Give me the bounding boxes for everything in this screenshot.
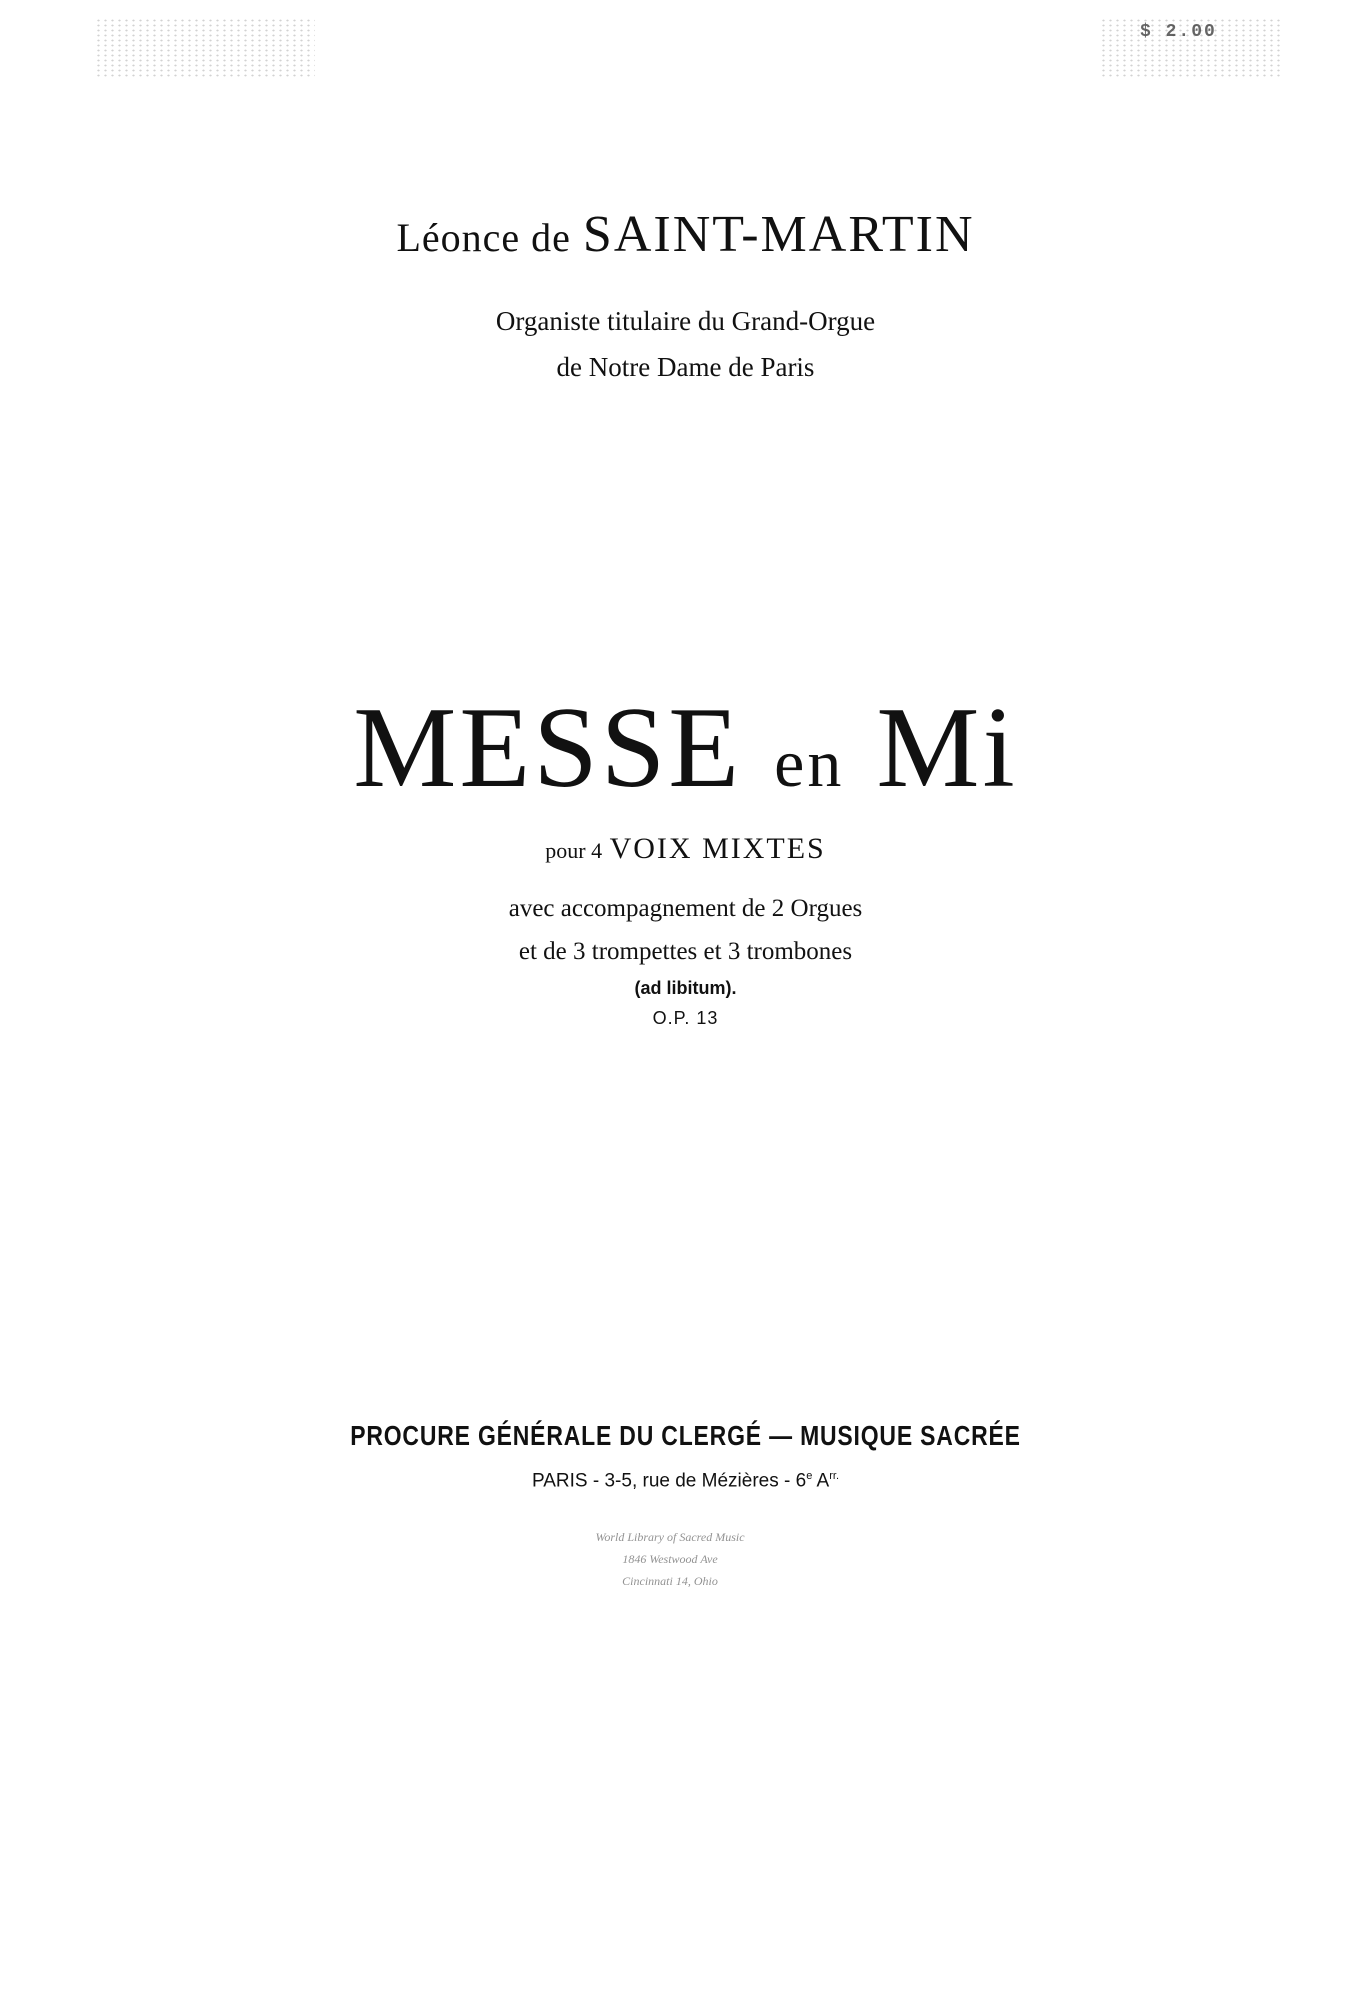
publisher-name: PROCURE GÉNÉRALE DU CLERGÉ — MUSIQUE SACRÉE (350, 1420, 1021, 1451)
composer-title-line-2: de Notre Dame de Paris (556, 352, 815, 382)
work-title-key: Mi (876, 684, 1018, 812)
dealer-stamp-line-1: World Library of Sacred Music (595, 1530, 745, 1544)
accompaniment-line-1: avec accompagnement de 2 Orgues (508, 895, 863, 922)
dealer-stamp-line-3: Cincinnati 14, Ohio (622, 1574, 718, 1588)
composer-title-line-1: Organiste titulaire du Grand-Orgue (495, 306, 876, 336)
publisher-address (0, 1470, 1371, 1492)
voices-prefix: pour 4 (545, 838, 603, 863)
voices-label: VOIX MIXTES (609, 832, 826, 865)
scan-speckle (95, 18, 315, 78)
accompaniment-line-2: et de 3 trompettes et 3 trombones (518, 938, 853, 965)
address-text: PARIS - 3-5, rue de Mézières - 6 (531, 1470, 807, 1492)
price-mark: $ 2.00 (1140, 22, 1217, 42)
composer-surname: SAINT-MARTIN (582, 206, 975, 263)
address-tail-sup: rr. (829, 1470, 839, 1482)
address-tail: A (812, 1470, 830, 1492)
work-title-main: MESSE (353, 684, 743, 812)
composer-name (0, 205, 1371, 264)
composer-given-name: Léonce de (396, 215, 571, 260)
ad-libitum-note: (ad libitum). (634, 978, 737, 998)
work-title-en: en (774, 725, 845, 801)
opus-number: O.P. 13 (652, 1008, 719, 1028)
voices-line (0, 832, 1371, 866)
dealer-stamp-line-2: 1846 Westwood Ave (622, 1552, 718, 1566)
address-sup: e (806, 1470, 813, 1482)
work-title (0, 684, 1371, 812)
